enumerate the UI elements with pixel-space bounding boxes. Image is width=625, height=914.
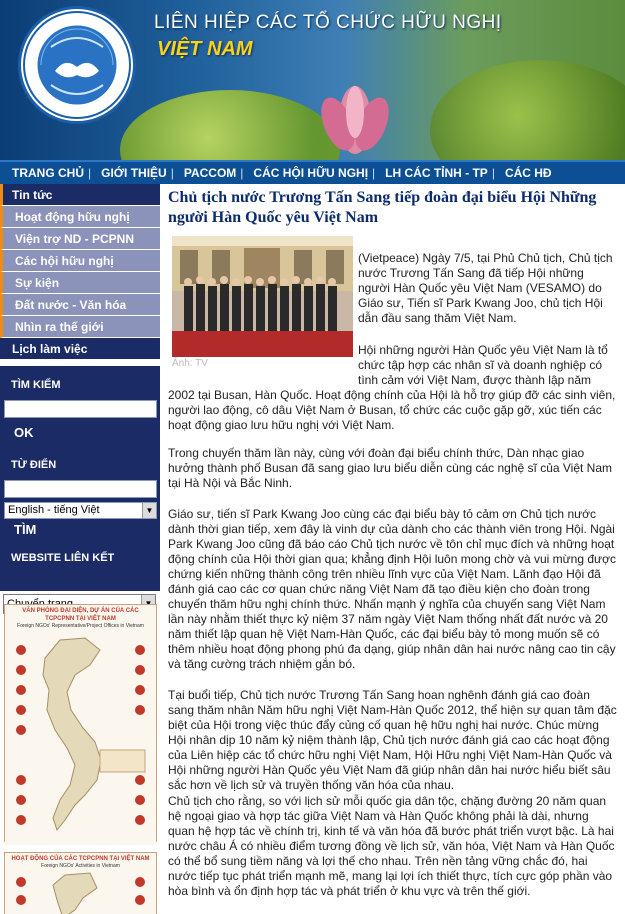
sidebar-item-country-culture[interactable]: Đất nước - Văn hóa [0, 294, 160, 316]
site-title-line2: VIỆT NAM [157, 38, 253, 60]
lotus-flower-image [300, 50, 410, 160]
article-lead: (Vietpeace) Ngày 7/5, tại Phủ Chủ tịch, Chủ tịch nước Trương Tấn Sang đã tiếp Hội những người Hàn Quốc yêu Việt Nam (VESAMO) do Giáo sư, Tiến sĩ Park Kwang Joo, chủ tịch Hội dẫn đầu sang thăm Việt Nam. [358, 251, 613, 325]
dictionary-block [0, 448, 160, 545]
article [168, 188, 618, 898]
sidebar-item-world[interactable]: Nhìn ra thế giới [0, 316, 160, 338]
article-paragraph-4: Tại buổi tiếp, Chủ tịch nước Trương Tấn Sang hoan nghênh đánh giá cao đoàn sang thăm nhân Năm hữu nghị Việt Nam-Hàn Quốc 2012, thể hiện sự quan tâm đặc biệt của Hội trong việc thúc đẩy củng cố quan hệ hữu nghị hai nước. Chúc mừng Hội nhân dịp 10 năm kỷ niệm thành lập, Chủ tịch nước đánh giá cao các hoạt động của Liên hiệp các tổ chức hữu nghị Việt Nam, Hội Hữu nghị Việt Nam-Hàn Quốc và Hội những người Hàn Quốc yêu Việt Nam đã giúp nhân dân hai nước hiểu biết sâu sắc hơn về lịch sử và truyền thống văn hóa của nhau. [168, 688, 617, 792]
links-title: WEBSITE LIÊN KẾT [11, 552, 115, 564]
dictionary-search-button[interactable]: TÌM [14, 522, 37, 537]
dictionary-title: TỪ ĐIỂN [11, 459, 57, 471]
nav-about[interactable]: GIỚI THIỆU [101, 166, 167, 180]
nav-activities[interactable]: CÁC HĐ [504, 166, 552, 180]
article-paragraph-5: Chủ tịch cho rằng, so với lịch sử mỗi quốc gia dân tộc, chặng đường 20 năm quan hệ ngoại giao và hợp tác giữa Việt Nam và Hàn Quốc không phải là dài, nhưng quan hệ hợp tác về chính trị, kinh tế và văn hóa đã bước phát triển vượt bậc. Là hai nước châu Á có nhiều điểm tương đồng về lịch sử, văn hóa, Việt Nam và Hàn Quốc có thể bổ sung tiềm năng và lợi thế cho nhau. Trên nền tảng vững chắc đó, hai nước tiếp tục phát triển mạnh mẽ, mang lại lợi ích thiết thực, tích cực góp phần vào hòa bình và ổn định hợp tác và phát triển ở khu vực và trên thế giới. [168, 794, 615, 898]
article-headline[interactable]: Chủ tịch nước Trương Tấn Sang tiếp đoàn đại biểu Hội Những người Hàn Quốc yêu Việt Nam [168, 189, 597, 226]
sidebar-item-news[interactable]: Tin tức [0, 184, 160, 206]
dictionary-language-select[interactable] [4, 502, 157, 519]
search-title: TÌM KIẾM [11, 379, 61, 391]
ngo-offices-map-banner[interactable] [4, 604, 157, 842]
nav-separator: | [372, 166, 376, 180]
sidebar-item-events[interactable]: Sự kiện [0, 272, 160, 294]
article-paragraph-1a: Hội những người Hàn Quốc yêu Việt Nam là tổ chức tập hợp các nhân sĩ và doanh nghiệp có tình cảm với Việt Nam, được thành lập năm [358, 343, 608, 387]
nav-paccom[interactable]: PACCOM [183, 166, 237, 180]
logo-emblem-icon [21, 9, 133, 121]
map1-caption: VĂN PHÒNG ĐẠI DIỆN, DỰ ÁN CỦA CÁC TCPCPNN TẠI VIỆT NAM [22, 608, 139, 622]
nav-separator: | [88, 166, 92, 180]
header-banner [0, 0, 625, 160]
chevron-down-icon: ▼ [142, 503, 156, 518]
nav-separator: | [491, 166, 495, 180]
nav-separator: | [170, 166, 174, 180]
map2-caption: HOẠT ĐỘNG CỦA CÁC TCPCPNN TẠI VIỆT NAM [11, 856, 150, 862]
map1-subcaption: Foreign NGOs' Representative/Project Offices in Vietnam [17, 623, 144, 629]
article-paragraph-3: Giáo sư, tiến sĩ Park Kwang Joo cùng các đại biểu bày tỏ cảm ơn Chủ tịch nước dành thời gian tiếp, xem đây là vinh dự của dành cho các thành viên trong Hội. Ngài Park Kwang Joo cũng đã báo cáo Chủ tịch nước về tôn chỉ mục đích và những hoạt động chính của Hội thời gian qua; khẳng định Hội luôn mong chờ và vui mừng được chứng kiến những thành công trên nhiều lĩnh vực của Việt Nam. Lãnh đạo Hội đã đánh giá cao các cơ quan chức năng Việt Nam đã tạo điều kiện cho đoàn trong chuyến thăm hữu nghị chính thức. Nhấn mạnh ý nghĩa của chuyến sang Việt Nam lần này nhằm thiết thực kỷ niệm 37 năm ngày Việt Nam thống nhất đất nước và 20 năm thiết lập quan hệ Việt Nam-Hàn Quốc, các đại biểu bày tỏ mong muốn sẽ có thêm nhiều hoạt động phong phú đa dạng, giúp nhân dân hai nước nâng cao tin cậy và tăng cường trách nhiệm gắn bó. [168, 507, 616, 671]
sidebar-item-associations[interactable]: Các hội hữu nghị [0, 250, 160, 272]
article-paragraph-2: Trong chuyến thăm lần này, cùng với đoàn đại biểu chính thức, Dàn nhạc giao hưởng thành phố Busan đã sang giao lưu biểu diễn cùng các nghệ sĩ của Việt Nam tại Hà Nội và Bắc Ninh. [168, 446, 613, 490]
article-photo [172, 236, 353, 357]
vietnam-map-image [5, 870, 156, 914]
site-logo[interactable] [18, 6, 136, 124]
article-paragraph-1b: 2002 tại Busan, Hàn Quốc. Hoạt động chính của Hội là hỗ trợ giúp đỡ các sinh viên, người lao động, cô dâu Việt Nam ở Busan, tổ chức các cuộc gặp gỡ, xúc tiến các hoạt động giao lưu hữu nghị với Việt Nam. [168, 388, 616, 432]
nav-separator: | [240, 166, 244, 180]
sidebar-item-aid[interactable]: Viện trợ ND - PCPNN [0, 228, 160, 250]
map2-subcaption: Foreign NGOs' Activities in Vietnam [41, 863, 120, 869]
photo-caption: Ảnh: TV [172, 358, 208, 369]
sidebar [0, 184, 160, 914]
sidebar-item-schedule[interactable]: Lịch làm việc [0, 338, 160, 360]
dictionary-select-value: English - tiếng Việt [8, 504, 100, 516]
nav-provincial-unions[interactable]: LH CÁC TỈNH - TP [385, 166, 488, 180]
site-title-line1: LIÊN HIỆP CÁC TỔ CHỨC HỮU NGHỊ [154, 12, 502, 33]
banner-leaf-right [430, 60, 625, 160]
search-ok-button[interactable]: OK [14, 425, 34, 440]
search-block [0, 366, 160, 448]
ngo-activities-map-banner[interactable] [4, 852, 157, 914]
sidebar-item-friendship-activities[interactable]: Hoạt động hữu nghị [0, 206, 160, 228]
nav-home[interactable]: TRANG CHỦ [12, 166, 84, 180]
nav-friendship-associations[interactable]: CÁC HỘI HỮU NGHỊ [253, 166, 369, 180]
links-block [0, 545, 160, 591]
dictionary-input[interactable] [4, 480, 157, 498]
search-input[interactable] [4, 400, 157, 418]
vietnam-map-image [5, 630, 156, 845]
main-nav [0, 160, 625, 184]
